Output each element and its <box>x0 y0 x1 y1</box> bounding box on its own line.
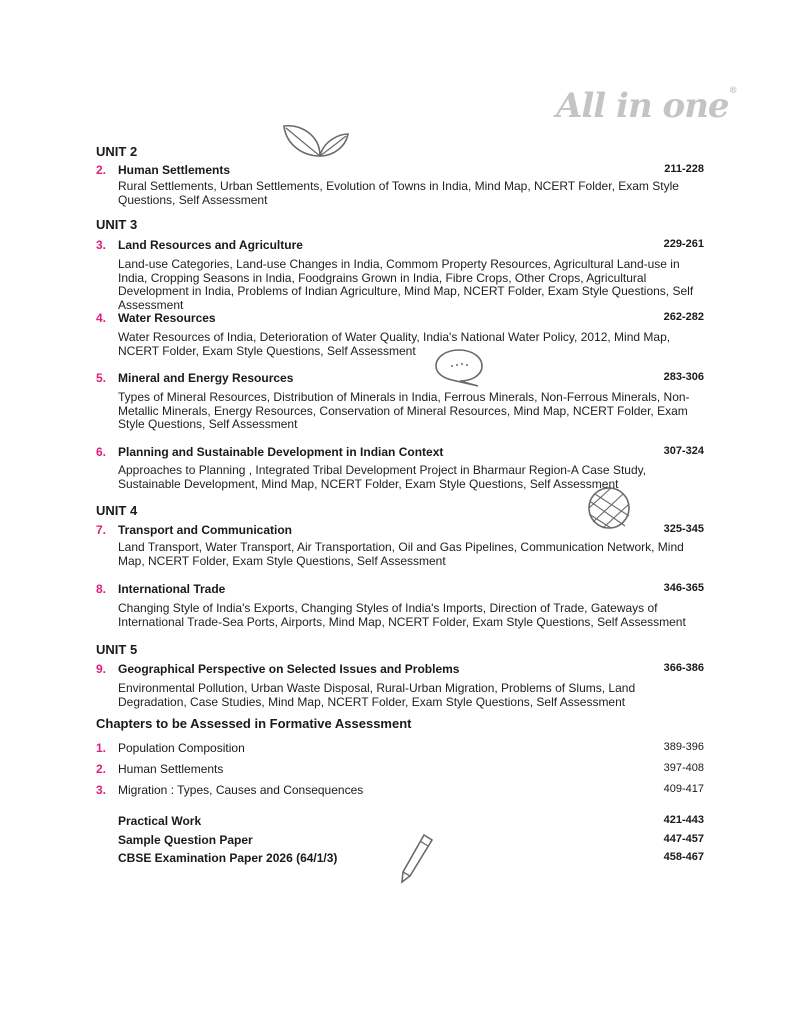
chapter-entry <box>96 445 706 491</box>
item-title[interactable]: Migration : Types, Causes and Consequences <box>118 783 364 797</box>
unit-2-heading: UNIT 2 <box>96 144 138 159</box>
chapter-number: 2. <box>96 163 107 177</box>
chapter-pages: 283-306 <box>663 371 704 383</box>
extra-pages: 421-443 <box>663 814 704 826</box>
chapter-entry <box>96 523 706 568</box>
chapter-number: 7. <box>96 523 107 537</box>
extra-entry-sample <box>96 833 706 849</box>
chapter-topics: Types of Mineral Resources, Distribution of Minerals in India, Ferrous Minerals, Non-Ferrous Minerals, Non-Metallic Minerals, Energy Resources, Conservation of Mineral Resources, Mind Map, NCERT Folder, Exam Style Questions, Self Assessment <box>118 390 690 432</box>
chapter-pages: 307-324 <box>663 445 704 457</box>
chapter-title[interactable]: Mineral and Energy Resources <box>118 371 294 385</box>
chapter-title[interactable]: Land Resources and Agriculture <box>118 238 303 252</box>
formative-item <box>96 762 706 778</box>
extra-pages: 458-467 <box>663 851 704 863</box>
unit-4-heading: UNIT 4 <box>96 503 138 518</box>
item-pages: 409-417 <box>663 783 704 795</box>
brand-logo <box>556 86 737 126</box>
chapter-title[interactable]: International Trade <box>118 582 226 596</box>
formative-heading: Chapters to be Assessed in Formative Assessment <box>96 716 412 731</box>
chapter-pages: 346-365 <box>663 582 704 594</box>
chapter-topics: Land Transport, Water Transport, Air Transportation, Oil and Gas Pipelines, Communication Network, Mind Map, NCERT Folder, Exam Style Questions, Self Assessment <box>118 540 684 568</box>
chapter-number: 5. <box>96 371 107 385</box>
extra-title[interactable]: CBSE Examination Paper 2026 (64/1/3) <box>118 851 338 865</box>
chapter-number: 6. <box>96 445 107 459</box>
chapter-title[interactable]: Planning and Sustainable Development in Indian Context <box>118 445 444 459</box>
brand-mark: ® <box>728 86 737 96</box>
extra-entry-cbse <box>96 851 706 867</box>
extra-title[interactable]: Practical Work <box>118 814 202 828</box>
chapter-title[interactable]: Water Resources <box>118 311 216 325</box>
chapter-pages: 325-345 <box>663 523 704 535</box>
extra-title[interactable]: Sample Question Paper <box>118 833 253 847</box>
formative-item <box>96 741 706 757</box>
chapter-topics: Water Resources of India, Deterioration of Water Quality, India's National Water Policy, 2012, Mind Map, NCERT Folder, Exam Style Questions, Self Assessment <box>118 330 671 358</box>
brand-name: All in one <box>556 86 729 126</box>
chapter-entry <box>96 662 706 709</box>
chapter-pages: 262-282 <box>663 311 704 323</box>
chapter-entry <box>96 371 706 432</box>
unit-5-heading: UNIT 5 <box>96 642 138 657</box>
item-number: 1. <box>96 741 107 755</box>
chapter-entry <box>96 163 706 207</box>
chapter-topics: Changing Style of India's Exports, Changing Styles of India's Imports, Direction of Trade, Gateways of International Trade-Sea Ports, Airports, Mind Map, NCERT Folder, Exam Style Questions, Self Assessment <box>118 601 686 629</box>
item-pages: 389-396 <box>663 741 704 753</box>
unit-3-heading: UNIT 3 <box>96 217 138 232</box>
chapter-pages: 229-261 <box>663 238 704 250</box>
formative-item <box>96 783 706 799</box>
chapter-topics: Rural Settlements, Urban Settlements, Evolution of Towns in India, Mind Map, NCERT Folder, Exam Style Questions, Self Assessment <box>118 179 679 207</box>
chapter-pages: 211-228 <box>664 163 704 175</box>
item-number: 3. <box>96 783 107 797</box>
item-pages: 397-408 <box>663 762 704 774</box>
chapter-pages: 366-386 <box>663 662 704 674</box>
chapter-title[interactable]: Geographical Perspective on Selected Issues and Problems <box>118 662 460 676</box>
chapter-entry <box>96 238 706 312</box>
chapter-title[interactable]: Human Settlements <box>118 163 231 177</box>
item-number: 2. <box>96 762 107 776</box>
leaves-icon <box>280 122 352 160</box>
item-title[interactable]: Human Settlements <box>118 762 224 776</box>
chapter-number: 9. <box>96 662 107 676</box>
chapter-number: 3. <box>96 238 107 252</box>
chapter-title[interactable]: Transport and Communication <box>118 523 293 537</box>
extra-pages: 447-457 <box>663 833 704 845</box>
chapter-topics: Approaches to Planning , Integrated Tribal Development Project in Bharmaur Region-A Case Study, Sustainable Development, Mind Map, NCERT Folder, Exam Style Questions, Self Assessment <box>118 463 647 491</box>
chapter-topics: Environmental Pollution, Urban Waste Disposal, Rural-Urban Migration, Problems of Slums, Land Degradation, Case Studies, Mind Map, NCERT Folder, Exam Style Questions, Self Assessment <box>118 681 636 709</box>
chapter-number: 8. <box>96 582 107 596</box>
item-title[interactable]: Population Composition <box>118 741 245 755</box>
chapter-entry <box>96 582 706 629</box>
chapter-number: 4. <box>96 311 107 325</box>
chapter-entry <box>96 311 706 358</box>
extra-entry-practical <box>96 814 706 830</box>
chapter-topics: Land-use Categories, Land-use Changes in India, Commom Property Resources, Agricultural Land-use in India, Cropping Seasons in India, Foodgrains Grown in India, Fibre Crops, Other Crops, Agricultural Development in India, Problems of Indian Agriculture, Mind Map, NCERT Folder, Exam Style Questions, Self Assessment <box>118 257 694 312</box>
